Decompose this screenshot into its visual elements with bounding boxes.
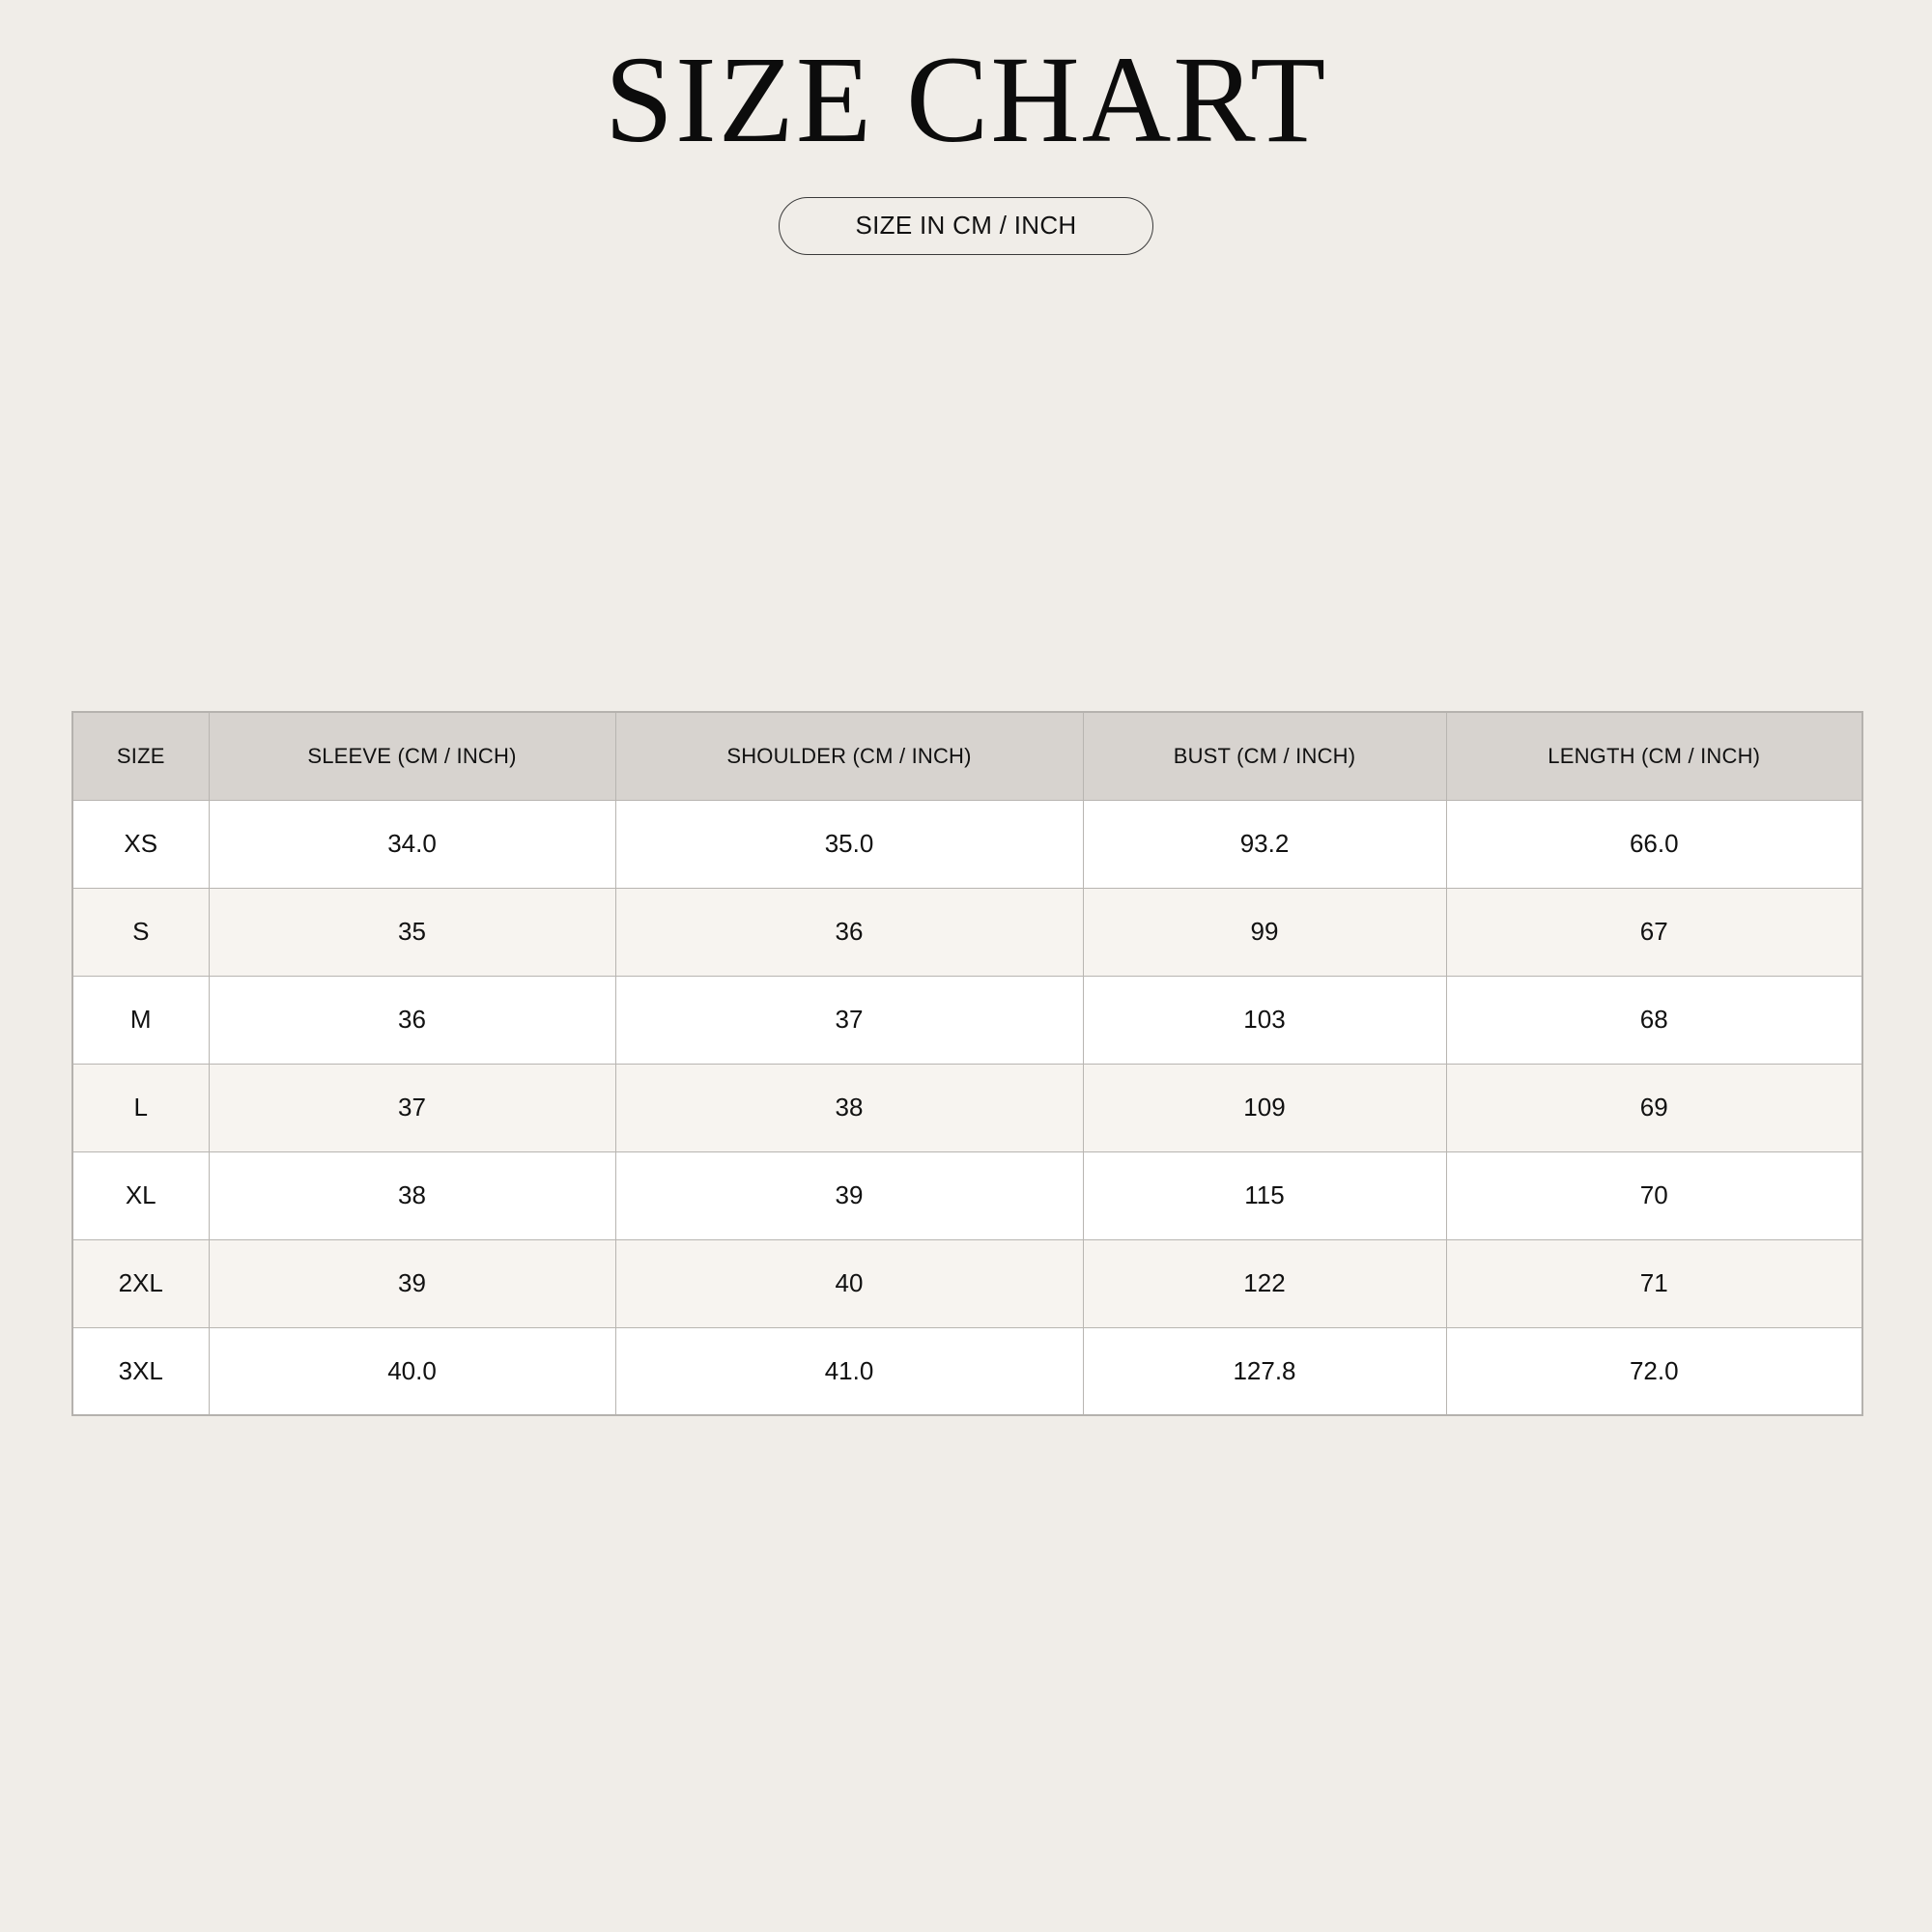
table-header-row — [72, 712, 1862, 800]
header-bust: BUST (CM / INCH) — [1083, 712, 1446, 800]
table-row — [72, 976, 1862, 1064]
cell-length: 72.0 — [1446, 1327, 1862, 1415]
table-row — [72, 888, 1862, 976]
cell-bust: 93.2 — [1083, 800, 1446, 888]
header-size: SIZE — [72, 712, 209, 800]
cell-shoulder: 39 — [615, 1151, 1083, 1239]
cell-shoulder: 40 — [615, 1239, 1083, 1327]
cell-size: XS — [72, 800, 209, 888]
cell-length: 70 — [1446, 1151, 1862, 1239]
cell-shoulder: 36 — [615, 888, 1083, 976]
cell-sleeve: 35 — [209, 888, 615, 976]
cell-shoulder: 35.0 — [615, 800, 1083, 888]
cell-shoulder: 37 — [615, 976, 1083, 1064]
cell-sleeve: 38 — [209, 1151, 615, 1239]
header-shoulder: SHOULDER (CM / INCH) — [615, 712, 1083, 800]
header-length: LENGTH (CM / INCH) — [1446, 712, 1862, 800]
unit-label-badge: SIZE IN CM / INCH — [779, 197, 1153, 255]
cell-shoulder: 41.0 — [615, 1327, 1083, 1415]
cell-size: M — [72, 976, 209, 1064]
cell-sleeve: 37 — [209, 1064, 615, 1151]
cell-bust: 122 — [1083, 1239, 1446, 1327]
cell-size: XL — [72, 1151, 209, 1239]
cell-bust: 109 — [1083, 1064, 1446, 1151]
cell-sleeve: 36 — [209, 976, 615, 1064]
cell-size: L — [72, 1064, 209, 1151]
cell-bust: 115 — [1083, 1151, 1446, 1239]
table-row — [72, 1064, 1862, 1151]
page-title: SIZE CHART — [604, 31, 1328, 168]
cell-length: 68 — [1446, 976, 1862, 1064]
table-row — [72, 1239, 1862, 1327]
cell-length: 71 — [1446, 1239, 1862, 1327]
cell-length: 67 — [1446, 888, 1862, 976]
header-sleeve: SLEEVE (CM / INCH) — [209, 712, 615, 800]
cell-shoulder: 38 — [615, 1064, 1083, 1151]
cell-length: 69 — [1446, 1064, 1862, 1151]
cell-bust: 127.8 — [1083, 1327, 1446, 1415]
cell-size: 2XL — [72, 1239, 209, 1327]
cell-length: 66.0 — [1446, 800, 1862, 888]
cell-sleeve: 40.0 — [209, 1327, 615, 1415]
table-row — [72, 1327, 1862, 1415]
cell-size: 3XL — [72, 1327, 209, 1415]
cell-bust: 103 — [1083, 976, 1446, 1064]
cell-sleeve: 34.0 — [209, 800, 615, 888]
table-row — [72, 1151, 1862, 1239]
size-table — [71, 711, 1863, 1416]
cell-size: S — [72, 888, 209, 976]
cell-bust: 99 — [1083, 888, 1446, 976]
table-row — [72, 800, 1862, 888]
cell-sleeve: 39 — [209, 1239, 615, 1327]
